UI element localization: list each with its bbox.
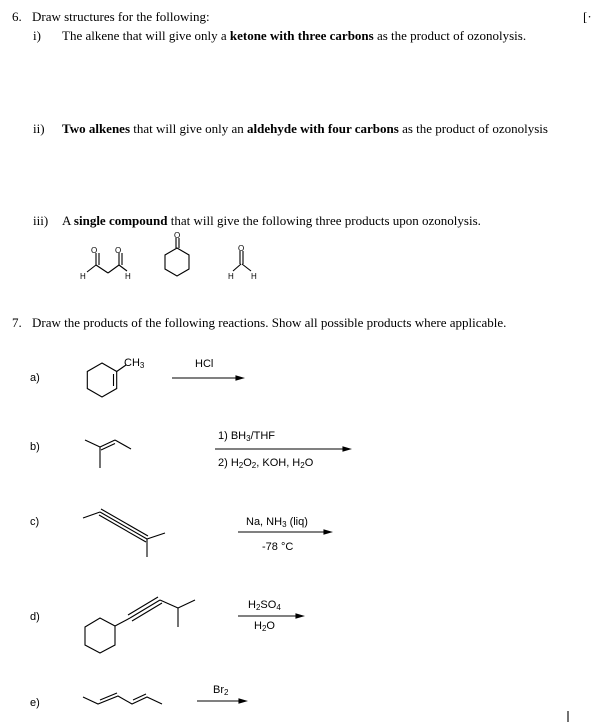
atom-o: O — [115, 246, 122, 255]
part-b-label: b) — [30, 441, 40, 453]
part-d-label: d) — [30, 611, 40, 623]
reagent-c-top: Na, $NH_3$ (liq) — [246, 516, 308, 529]
reagent-a: HCl — [195, 358, 214, 370]
question-6-prompt: Draw structures for the following: — [32, 9, 210, 24]
reagent-c-bottom: -78 °C — [262, 541, 294, 553]
part-c-label: c) — [30, 516, 40, 528]
reagent-b-step1: 1) $BH_3$/THF — [218, 430, 276, 443]
atom-o: O — [238, 244, 245, 253]
part-ii-text: Two alkenes that will give only an aldehyde with four carbons as the product of ozonolysis — [62, 121, 548, 136]
question-6-number: 6. — [12, 9, 22, 24]
cyclohexyl-alkyne-structure — [85, 597, 195, 653]
methylcyclohexene-structure — [87, 363, 126, 397]
atom-h: H — [125, 272, 131, 281]
hexadiene-structure — [83, 693, 162, 704]
part-iii-label: iii) — [33, 213, 49, 228]
part-ii-label: ii) — [33, 121, 45, 136]
question-6-marks: [· — [583, 9, 592, 24]
reagent-b-step2: 2) $H_2O_2$, KOH, $H_2O$ — [218, 457, 314, 470]
atom-h: H — [251, 272, 257, 281]
reaction-arrow-c — [238, 530, 331, 534]
reaction-arrow-b — [215, 447, 350, 451]
part-i-text: The alkene that will give only a ketone with three carbons as the product of ozonolysis. — [62, 28, 527, 43]
atom-h: H — [80, 272, 86, 281]
reaction-arrow-e — [197, 699, 246, 703]
question-7-prompt: Draw the products of the following reactions. Show all possible products where applicable. — [32, 315, 507, 330]
reaction-arrow-d — [238, 614, 303, 618]
atom-h: H — [228, 272, 234, 281]
malonaldehyde-structure — [87, 253, 127, 273]
part-iii-text: A single compound that will give the following three products upon ozonolysis. — [62, 213, 481, 228]
reagent-d-top: $H_2SO_4$ — [248, 599, 281, 612]
atom-o: O — [174, 231, 181, 240]
reaction-arrow-a — [172, 376, 243, 380]
cyclohexanone-structure — [165, 238, 189, 276]
reagent-e: $Br_2$ — [213, 684, 229, 697]
reagent-d-bottom: $H_2O$ — [254, 620, 275, 633]
part-e-label: e) — [30, 697, 40, 709]
question-7-number: 7. — [12, 315, 22, 330]
methyl-label: $CH_3$ — [124, 357, 145, 370]
part-a-label: a) — [30, 372, 40, 384]
methylbutene-structure — [85, 440, 131, 468]
formaldehyde-structure — [233, 251, 251, 271]
atom-o: O — [91, 246, 98, 255]
methylhexyne-structure — [83, 509, 165, 557]
part-i-label: i) — [33, 28, 41, 43]
